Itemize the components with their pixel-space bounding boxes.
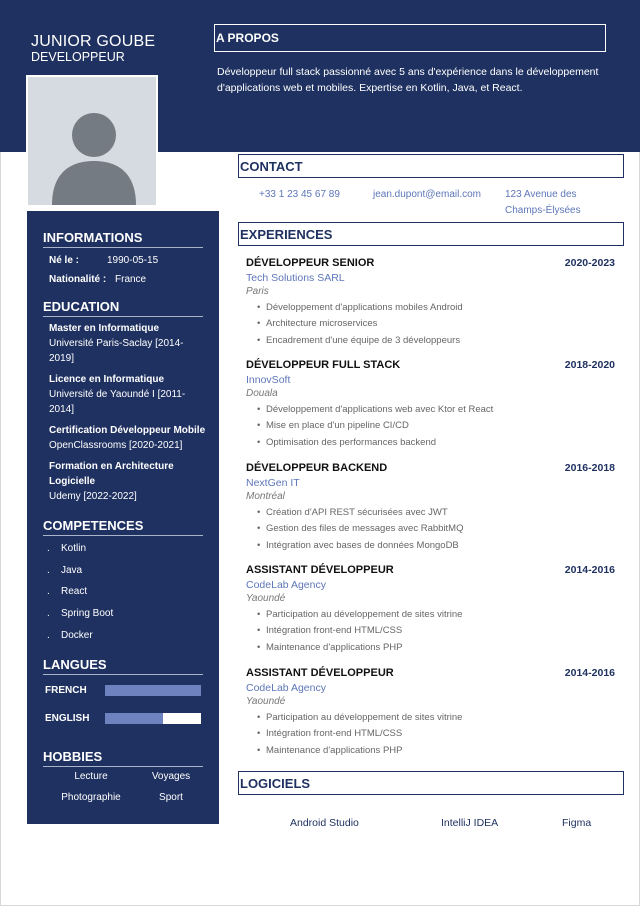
experience-entry — [246, 564, 618, 656]
skill-name: Kotlin — [61, 543, 87, 554]
experience-entry — [246, 462, 618, 554]
informations-divider — [43, 247, 203, 248]
skill-bullet: . — [47, 565, 50, 576]
nationality-row — [49, 274, 146, 285]
experience-bullet: • Développement d'applications web avec Ktor et React — [246, 402, 618, 418]
experience-city: Yaoundé — [246, 696, 286, 707]
experience-company: NextGen IT — [246, 477, 300, 489]
experience-bullet: • Gestion des files de messages avec RabbitMQ — [246, 521, 618, 537]
skill-item — [47, 608, 113, 619]
contact-address-line2: Champs-Élysées — [505, 205, 581, 216]
experience-bullets — [246, 300, 618, 349]
candidate-job-title: DEVELOPPEUR — [31, 50, 125, 64]
education-school: Udemy [2022-2022] — [49, 491, 137, 502]
experience-city: Paris — [246, 286, 269, 297]
education-school: Université Paris-Saclay [2014-2019] — [49, 338, 184, 364]
experience-bullet: • Participation au développement de sites vitrine — [246, 710, 618, 726]
skill-item — [47, 586, 87, 597]
experience-dates: 2014-2016 — [564, 564, 615, 576]
experience-bullet: • Mise en place d'un pipeline CI/CD — [246, 418, 618, 434]
experience-dates: 2020-2023 — [564, 257, 615, 269]
nationality-label: Nationalité : — [49, 274, 107, 285]
experience-title: ASSISTANT DÉVELOPPEUR — [246, 667, 394, 679]
experience-city: Douala — [246, 388, 278, 399]
experience-entry — [246, 257, 618, 349]
birth-date-value: 1990-05-15 — [107, 255, 159, 266]
language-level-fill — [105, 685, 201, 696]
experience-bullets — [246, 710, 618, 759]
informations-title: INFORMATIONS — [43, 230, 143, 245]
education-item — [49, 459, 189, 504]
birth-date-label: Né le : — [49, 255, 80, 266]
skill-bullet: . — [47, 586, 50, 597]
skill-bullet: . — [47, 630, 50, 641]
nationality-value: France — [115, 274, 147, 285]
about-text: Développeur full stack passionné avec 5 ans d'expérience dans le développement d'applications web et mobiles. Expertise en Kotlin, Java, et React. — [217, 66, 599, 94]
sidebar — [27, 211, 219, 824]
hobby-item: Voyages — [151, 771, 191, 782]
experience-company: CodeLab Agency — [246, 579, 326, 591]
software-item: Figma — [562, 817, 592, 829]
education-title: EDUCATION — [43, 299, 120, 314]
education-degree: Certification Développeur Mobile — [49, 425, 206, 436]
skill-bullet: . — [47, 608, 50, 619]
education-school: OpenClassrooms [2020-2021] — [49, 440, 183, 451]
experience-bullet: • Optimisation des performances backend — [246, 435, 618, 451]
experience-city: Montréal — [246, 491, 285, 502]
experience-bullet: • Architecture microservices — [246, 316, 618, 332]
experience-bullet: • Encadrement d'une équipe de 3 développeurs — [246, 333, 618, 349]
language-name: FRENCH — [45, 685, 87, 696]
language-name: ENGLISH — [45, 713, 90, 724]
hobbies-title: HOBBIES — [43, 749, 103, 764]
experience-city: Yaoundé — [246, 593, 286, 604]
skill-name: Java — [61, 565, 83, 576]
experience-bullet: • Intégration front-end HTML/CSS — [246, 623, 618, 639]
candidate-name: JUNIOR GOUBE — [31, 33, 156, 50]
education-item — [49, 423, 209, 453]
education-degree: Licence en Informatique — [49, 374, 165, 385]
hobby-item: Lecture — [74, 771, 108, 782]
education-item — [49, 372, 199, 417]
skills-divider — [43, 535, 203, 536]
experience-bullet: • Maintenance d'applications PHP — [246, 640, 618, 656]
software-section-title: LOGICIELS — [240, 776, 311, 791]
skill-name: React — [61, 586, 88, 597]
contact-address-line1: 123 Avenue des — [505, 189, 577, 200]
skill-item — [47, 565, 82, 576]
skill-item — [47, 543, 86, 554]
contact-phone[interactable]: +33 1 23 45 67 89 — [259, 189, 340, 200]
experience-dates: 2016-2018 — [564, 462, 615, 474]
contact-email[interactable]: jean.dupont@email.com — [373, 189, 481, 200]
hobbies-divider — [43, 766, 203, 767]
education-divider — [43, 316, 203, 317]
languages-divider — [43, 674, 203, 675]
experience-title: DÉVELOPPEUR FULL STACK — [246, 359, 401, 371]
contact-section-title: CONTACT — [240, 159, 303, 174]
language-level-fill — [105, 713, 163, 724]
language-level-bar — [105, 685, 201, 696]
software-item: IntelliJ IDEA — [441, 817, 499, 829]
experience-bullet: • Développement d'applications mobiles Android — [246, 300, 618, 316]
experience-entry — [246, 667, 618, 759]
about-section-title: A PROPOS — [216, 31, 279, 45]
experience-company: Tech Solutions SARL — [246, 272, 345, 284]
education-school: Université de Yaoundé I [2011-2014] — [49, 389, 186, 415]
birth-date-row — [49, 255, 158, 266]
education-item — [49, 321, 199, 366]
experience-bullet: • Création d'API REST sécurisées avec JWT — [246, 505, 618, 521]
experience-bullet: • Intégration avec bases de données MongoDB — [246, 538, 618, 554]
experience-bullet: • Intégration front-end HTML/CSS — [246, 726, 618, 742]
skill-item — [47, 630, 93, 641]
skill-bullet: . — [47, 543, 50, 554]
experience-company: InnovSoft — [246, 374, 291, 386]
education-degree: Master en Informatique — [49, 323, 160, 334]
experience-bullets — [246, 607, 618, 656]
languages-title: LANGUES — [43, 657, 107, 672]
experience-dates: 2014-2016 — [564, 667, 615, 679]
experience-entry — [246, 359, 618, 451]
avatar-placeholder-icon — [28, 77, 156, 205]
experience-title: DÉVELOPPEUR SENIOR — [246, 257, 375, 269]
experiences-section-title: EXPERIENCES — [240, 227, 333, 242]
software-item: Android Studio — [290, 817, 359, 829]
experience-company: CodeLab Agency — [246, 682, 326, 694]
skills-title: COMPETENCES — [43, 518, 144, 533]
experience-title: DÉVELOPPEUR BACKEND — [246, 462, 388, 474]
experience-bullet: • Maintenance d'applications PHP — [246, 743, 618, 759]
profile-photo — [26, 75, 158, 207]
skill-name: Docker — [61, 630, 93, 641]
experience-title: ASSISTANT DÉVELOPPEUR — [246, 564, 394, 576]
education-degree: Formation en Architecture Logicielle — [49, 461, 174, 487]
experience-bullets — [246, 505, 618, 554]
skill-name: Spring Boot — [61, 608, 114, 619]
experience-dates: 2018-2020 — [564, 359, 615, 371]
hobby-item: Sport — [159, 792, 183, 803]
language-level-bar — [105, 713, 201, 724]
experience-bullets — [246, 402, 618, 451]
experience-bullet: • Participation au développement de sites vitrine — [246, 607, 618, 623]
hobby-item: Photographie — [61, 792, 121, 803]
